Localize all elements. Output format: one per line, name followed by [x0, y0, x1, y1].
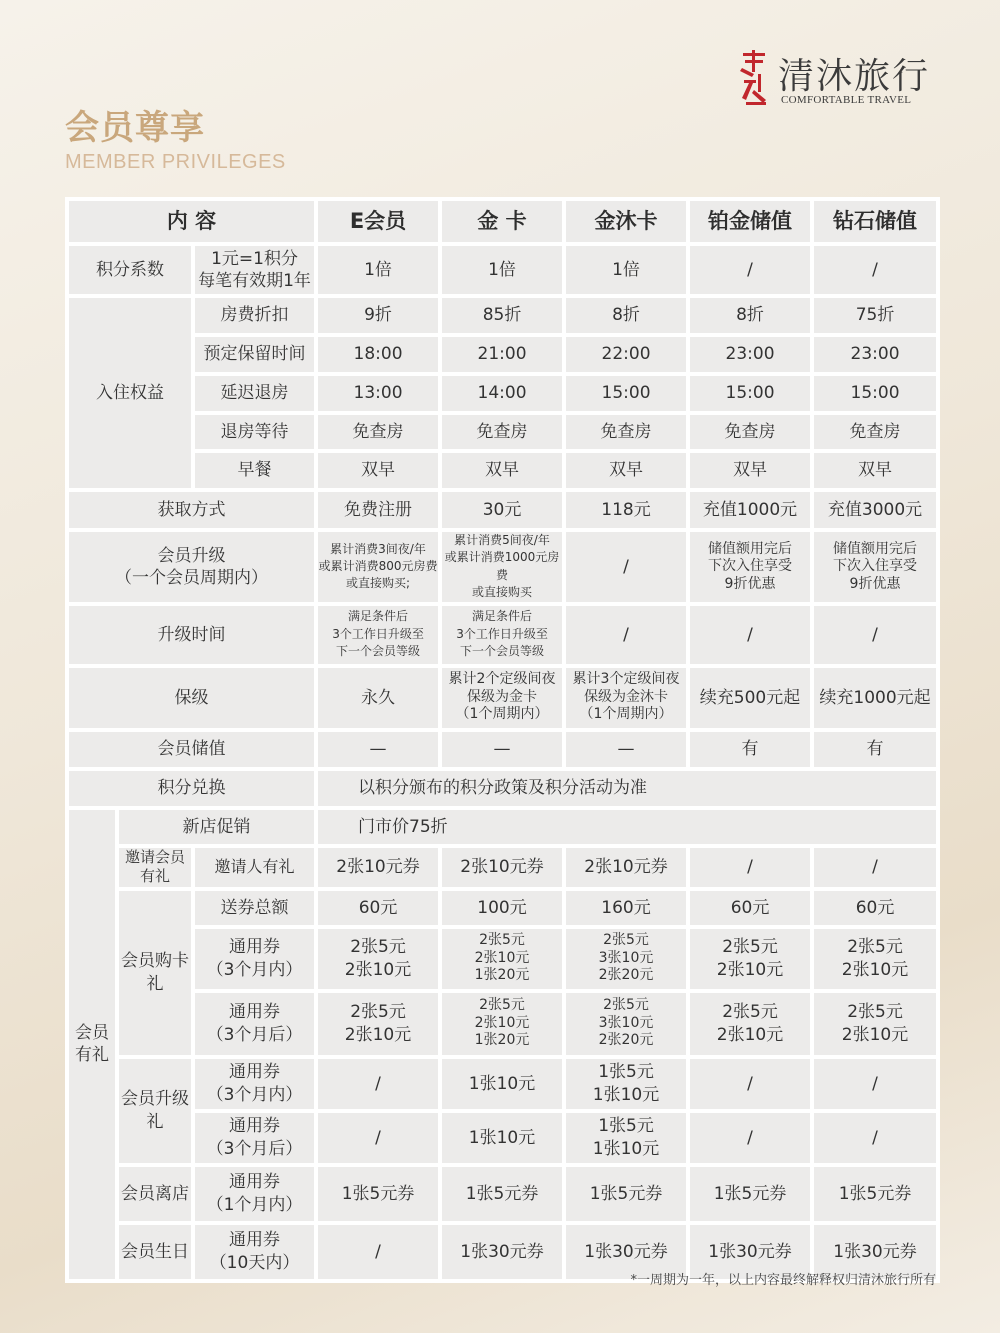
sub-label: 通用券 （3个月后） — [193, 1111, 316, 1165]
cell: 2张5元 2张10元 — [316, 991, 440, 1057]
cell: — — [564, 730, 688, 769]
cell: 1倍 — [316, 244, 440, 296]
cell: 1张5元券 — [564, 1165, 688, 1223]
cell: 免查房 — [564, 413, 688, 451]
table-row — [67, 808, 938, 846]
row-label-stored: 会员储值 — [67, 730, 316, 769]
cell: / — [812, 1057, 938, 1111]
row-label-exchange: 积分兑换 — [67, 769, 316, 808]
table-row — [67, 413, 938, 451]
cell: 1倍 — [440, 244, 564, 296]
cell: / — [812, 244, 938, 296]
cell: 60元 — [812, 889, 938, 927]
cell: 2张5元 2张10元 1张20元 — [440, 991, 564, 1057]
cell: 累计3个定级间夜 保级为金沐卡 （1个周期内） — [564, 666, 688, 730]
cell: 1张5元 1张10元 — [564, 1111, 688, 1165]
cell: 1张30元券 — [564, 1223, 688, 1281]
cell: 累计消费5间夜/年 或累计消费1000元房费 或直接购买 — [440, 530, 564, 604]
table-row — [67, 530, 938, 604]
cell: 21:00 — [440, 335, 564, 374]
table-row — [67, 490, 938, 530]
cell: 18:00 — [316, 335, 440, 374]
cell: 60元 — [316, 889, 440, 927]
table-row — [67, 1057, 938, 1111]
cell: 2张5元 2张10元 — [812, 927, 938, 991]
sub-label: 通用券 （10天内） — [193, 1223, 316, 1281]
cell: 1张5元券 — [440, 1165, 564, 1223]
cell: / — [812, 604, 938, 666]
sub-label: 早餐 — [193, 451, 316, 490]
cell: 160元 — [564, 889, 688, 927]
cell: 免查房 — [688, 413, 812, 451]
table-row — [67, 666, 938, 730]
cell: 有 — [812, 730, 938, 769]
header-tier-goldmu: 金沐卡 — [564, 199, 688, 244]
sub-label: 邀请人有礼 — [193, 846, 316, 889]
sub-label: 通用券 （3个月后） — [193, 991, 316, 1057]
table-row — [67, 374, 938, 413]
cell: 有 — [688, 730, 812, 769]
cell: 22:00 — [564, 335, 688, 374]
row-label-points: 积分系数 — [67, 244, 193, 296]
table-row — [67, 1111, 938, 1165]
sub-label: 退房等待 — [193, 413, 316, 451]
cell: 双早 — [688, 451, 812, 490]
cell: 免查房 — [440, 413, 564, 451]
cell: 1张30元券 — [812, 1223, 938, 1281]
sub-label: 预定保留时间 — [193, 335, 316, 374]
brand-logo — [740, 48, 940, 110]
row-label-keep: 保级 — [67, 666, 316, 730]
cell: — — [440, 730, 564, 769]
cell: 续充500元起 — [688, 666, 812, 730]
cell: 2张5元 3张10元 2张20元 — [564, 991, 688, 1057]
cell: 15:00 — [688, 374, 812, 413]
header-tier-gold: 金 卡 — [440, 199, 564, 244]
cell: 8折 — [688, 296, 812, 335]
header-tier-e: E会员 — [316, 199, 440, 244]
cell: 1张5元券 — [688, 1165, 812, 1223]
page-title: 会员尊享 — [65, 108, 205, 148]
table-row — [67, 451, 938, 490]
cell: 2张10元券 — [564, 846, 688, 889]
row-label-obtain: 获取方式 — [67, 490, 316, 530]
cell: 9折 — [316, 296, 440, 335]
cell: 双早 — [440, 451, 564, 490]
sub-label-points: 1元=1积分 每笔有效期1年 — [193, 244, 316, 296]
footnote: *一周期为一年，以上内容最终解释权归清沐旅行所有 — [630, 1273, 936, 1288]
table-row — [67, 244, 938, 296]
sub-label: 通用券 （1个月内） — [193, 1165, 316, 1223]
cell: 1张5元 1张10元 — [564, 1057, 688, 1111]
header-tier-platinum: 铂金储值 — [688, 199, 812, 244]
row-label-upgrade-time: 升级时间 — [67, 604, 316, 666]
cell: 2张5元 2张10元 — [688, 991, 812, 1057]
row-label-upgrade: 会员升级 （一个会员周期内） — [67, 530, 316, 604]
cell: 118元 — [564, 490, 688, 530]
row-label-invite: 邀请会员有礼 — [117, 846, 193, 889]
cell: 1张10元 — [440, 1057, 564, 1111]
cell: 2张5元 2张10元 — [812, 991, 938, 1057]
cell: 累计消费3间夜/年 或累计消费800元房费 或直接购买; — [316, 530, 440, 604]
cell: / — [688, 846, 812, 889]
table-row — [67, 846, 938, 889]
cell: 双早 — [316, 451, 440, 490]
cell: 双早 — [564, 451, 688, 490]
cell: 1张30元券 — [440, 1223, 564, 1281]
cell: 23:00 — [688, 335, 812, 374]
logo-seal-icon — [740, 50, 770, 108]
row-label-stay: 入住权益 — [67, 296, 193, 490]
table-row — [67, 604, 938, 666]
cell: 75折 — [812, 296, 938, 335]
sub-label: 送券总额 — [193, 889, 316, 927]
row-label-buy: 会员购卡礼 — [117, 889, 193, 1057]
cell: 充值3000元 — [812, 490, 938, 530]
cell: / — [812, 1111, 938, 1165]
table-row — [67, 1165, 938, 1223]
cell: 15:00 — [564, 374, 688, 413]
table-row — [67, 335, 938, 374]
cell: 8折 — [564, 296, 688, 335]
row-label-gifts: 会员 有礼 — [67, 808, 117, 1281]
cell: 85折 — [440, 296, 564, 335]
cell: 储值额用完后 下次入住享受 9折优惠 — [688, 530, 812, 604]
sub-label: 房费折扣 — [193, 296, 316, 335]
cell: / — [688, 244, 812, 296]
cell: 续充1000元起 — [812, 666, 938, 730]
cell: 30元 — [440, 490, 564, 530]
table-row — [67, 730, 938, 769]
cell: 满足条件后 3个工作日升级至 下一个会员等级 — [440, 604, 564, 666]
table-row — [67, 769, 938, 808]
cell: / — [564, 604, 688, 666]
exchange-policy: 以积分颁布的积分政策及积分活动为准 — [316, 769, 938, 808]
cell: 1倍 — [564, 244, 688, 296]
cell: 满足条件后 3个工作日升级至 下一个会员等级 — [316, 604, 440, 666]
table-row — [67, 927, 938, 991]
cell: 2张5元 3张10元 2张20元 — [564, 927, 688, 991]
table-row — [67, 889, 938, 927]
logo-text: 清沐旅行 — [778, 56, 931, 97]
cell: 免费注册 — [316, 490, 440, 530]
header-content: 内 容 — [67, 199, 316, 244]
cell: 15:00 — [812, 374, 938, 413]
sub-label: 延迟退房 — [193, 374, 316, 413]
sub-label: 通用券 （3个月内） — [193, 1057, 316, 1111]
cell: / — [564, 530, 688, 604]
cell: / — [316, 1057, 440, 1111]
cell: / — [316, 1111, 440, 1165]
cell: 1张5元券 — [316, 1165, 440, 1223]
table-row — [67, 991, 938, 1057]
cell: 1张10元 — [440, 1111, 564, 1165]
row-label-upgrade-gift: 会员升级礼 — [117, 1057, 193, 1165]
cell: 23:00 — [812, 335, 938, 374]
cell: 2张5元 2张10元 1张20元 — [440, 927, 564, 991]
table-header-row — [67, 199, 938, 244]
cell: / — [688, 1057, 812, 1111]
cell: 1张30元券 — [688, 1223, 812, 1281]
row-label-birthday: 会员生日 — [117, 1223, 193, 1281]
cell: 2张5元 2张10元 — [688, 927, 812, 991]
cell: 免查房 — [316, 413, 440, 451]
cell: 累计2个定级间夜 保级为金卡 （1个周期内） — [440, 666, 564, 730]
cell: 1张5元券 — [812, 1165, 938, 1223]
privileges-table — [65, 197, 940, 1283]
cell: 2张5元 2张10元 — [316, 927, 440, 991]
page-subtitle: MEMBER PRIVILEGES — [65, 151, 286, 173]
cell: 免查房 — [812, 413, 938, 451]
logo-english: COMFORTABLE TRAVEL — [781, 94, 912, 106]
cell: 2张10元券 — [316, 846, 440, 889]
cell: 双早 — [812, 451, 938, 490]
cell: 储值额用完后 下次入住享受 9折优惠 — [812, 530, 938, 604]
cell: 充值1000元 — [688, 490, 812, 530]
cell: — — [316, 730, 440, 769]
sub-label: 通用券 （3个月内） — [193, 927, 316, 991]
row-label-new-store: 新店促销 — [117, 808, 316, 846]
cell: / — [688, 604, 812, 666]
cell: 60元 — [688, 889, 812, 927]
cell: 永久 — [316, 666, 440, 730]
cell: / — [688, 1111, 812, 1165]
row-label-leave: 会员离店 — [117, 1165, 193, 1223]
cell: 14:00 — [440, 374, 564, 413]
table-row — [67, 296, 938, 335]
cell: 13:00 — [316, 374, 440, 413]
cell: / — [812, 846, 938, 889]
cell: / — [316, 1223, 440, 1281]
new-store-offer: 门市价75折 — [316, 808, 938, 846]
header-tier-diamond: 钻石储值 — [812, 199, 938, 244]
cell: 2张10元券 — [440, 846, 564, 889]
cell: 100元 — [440, 889, 564, 927]
